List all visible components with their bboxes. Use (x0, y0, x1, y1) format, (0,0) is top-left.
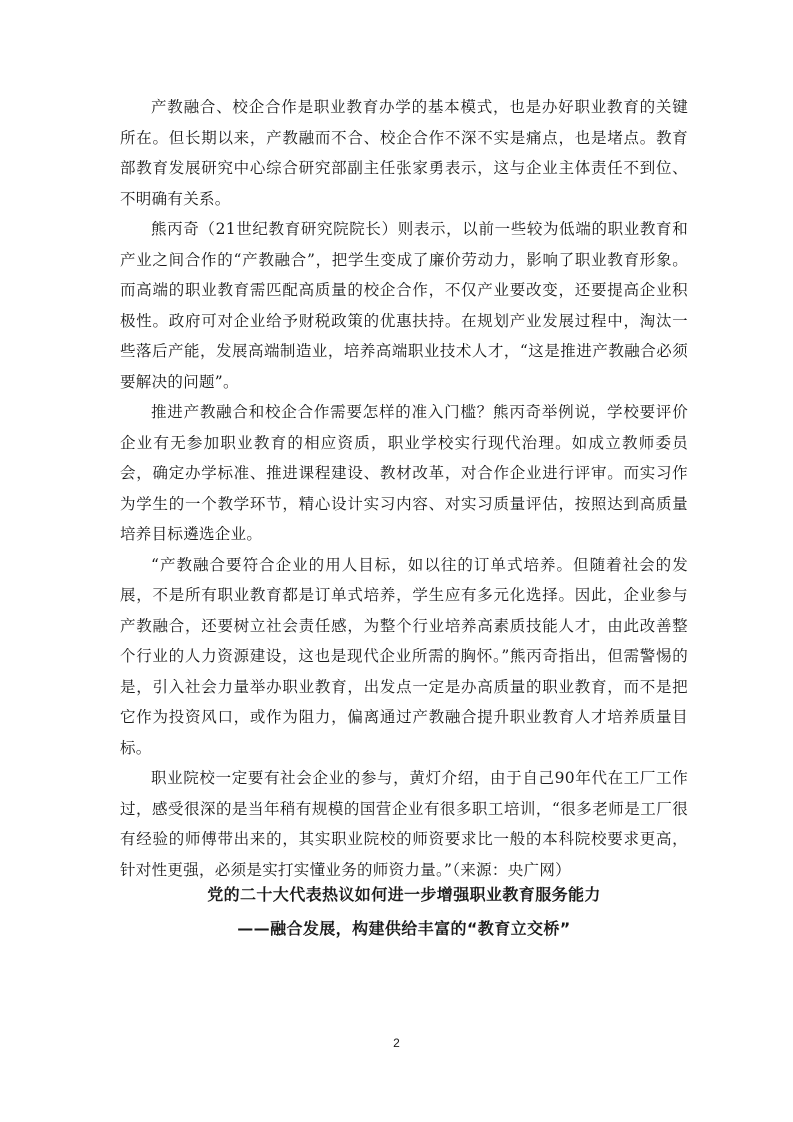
paragraph-3: 推进产教融合和校企合作需要怎样的准入门槛？熊丙奇举例说，学校要评价企业有无参加职业教育的相应资质，职业学校实行现代治理。如成立教师委员会，确定办学标准、推进课程建设、教材改革，对合作企业进行评审。而实习作为学生的一个教学环节，精心设计实习内容、对实习质量评估，按照达到高质量培养目标遴选企业。 (120, 403, 688, 543)
page-number: 2 (393, 1036, 400, 1050)
section-heading (120, 878, 688, 946)
paragraph-2: 熊丙奇（21世纪教育研究院院长）则表示，以前一些较为低端的职业教育和产业之间合作的“产教融合”，把学生变成了廉价劳动力，影响了职业教育形象。而高端的职业教育需匹配高质量的校企合作，不仅产业要改变，还要提高企业积极性。政府可对企业给予财税政策的优惠扶持。在规划产业发展过程中，淘汰一些落后产能，发展高端制造业，培养高端职业技术人才，“这是推进产教融合必须要解决的问题”。 (120, 220, 688, 391)
article-body (120, 92, 688, 885)
heading-subtitle: ——融合发展，构建供给丰富的“教育立交桥” (237, 919, 571, 938)
paragraph-4: “产教融合要符合企业的用人目标，如以往的订单式培养。但随着社会的发展，不是所有职业教育都是订单式培养，学生应有多元化选择。因此，企业参与产教融合，还要树立社会责任感，为整个行业培养高素质技能人才，由此改善整个行业的人力资源建设，这也是现代企业所需的胸怀。”熊丙奇指出，但需警惕的是，引入社会力量举办职业教育，出发点一定是办高质量的职业教育，而不是把它作为投资风口，或作为阻力，偏离通过产教融合提升职业教育人才培养质量目标。 (120, 555, 688, 757)
paragraph-1: 产教融合、校企合作是职业教育办学的基本模式，也是办好职业教育的关键所在。但长期以来，产教融而不合、校企合作不深不实是痛点，也是堵点。教育部教育发展研究中心综合研究部副主任张家勇表示，这与企业主体责任不到位、不明确有关系。 (120, 98, 688, 208)
heading-title: 党的二十大代表热议如何进一步增强职业教育服务能力 (207, 885, 601, 904)
paragraph-5: 职业院校一定要有社会企业的参与，黄灯介绍，由于自己90年代在工厂工作过，感受很深的是当年稍有规模的国营企业有很多职工培训，“很多老师是工厂很有经验的师傅带出来的，其实职业院校的师资要求比一般的本科院校要求更高，针对性更强，必须是实打实懂业务的师资力量。”（来源：央广网） (120, 769, 688, 879)
